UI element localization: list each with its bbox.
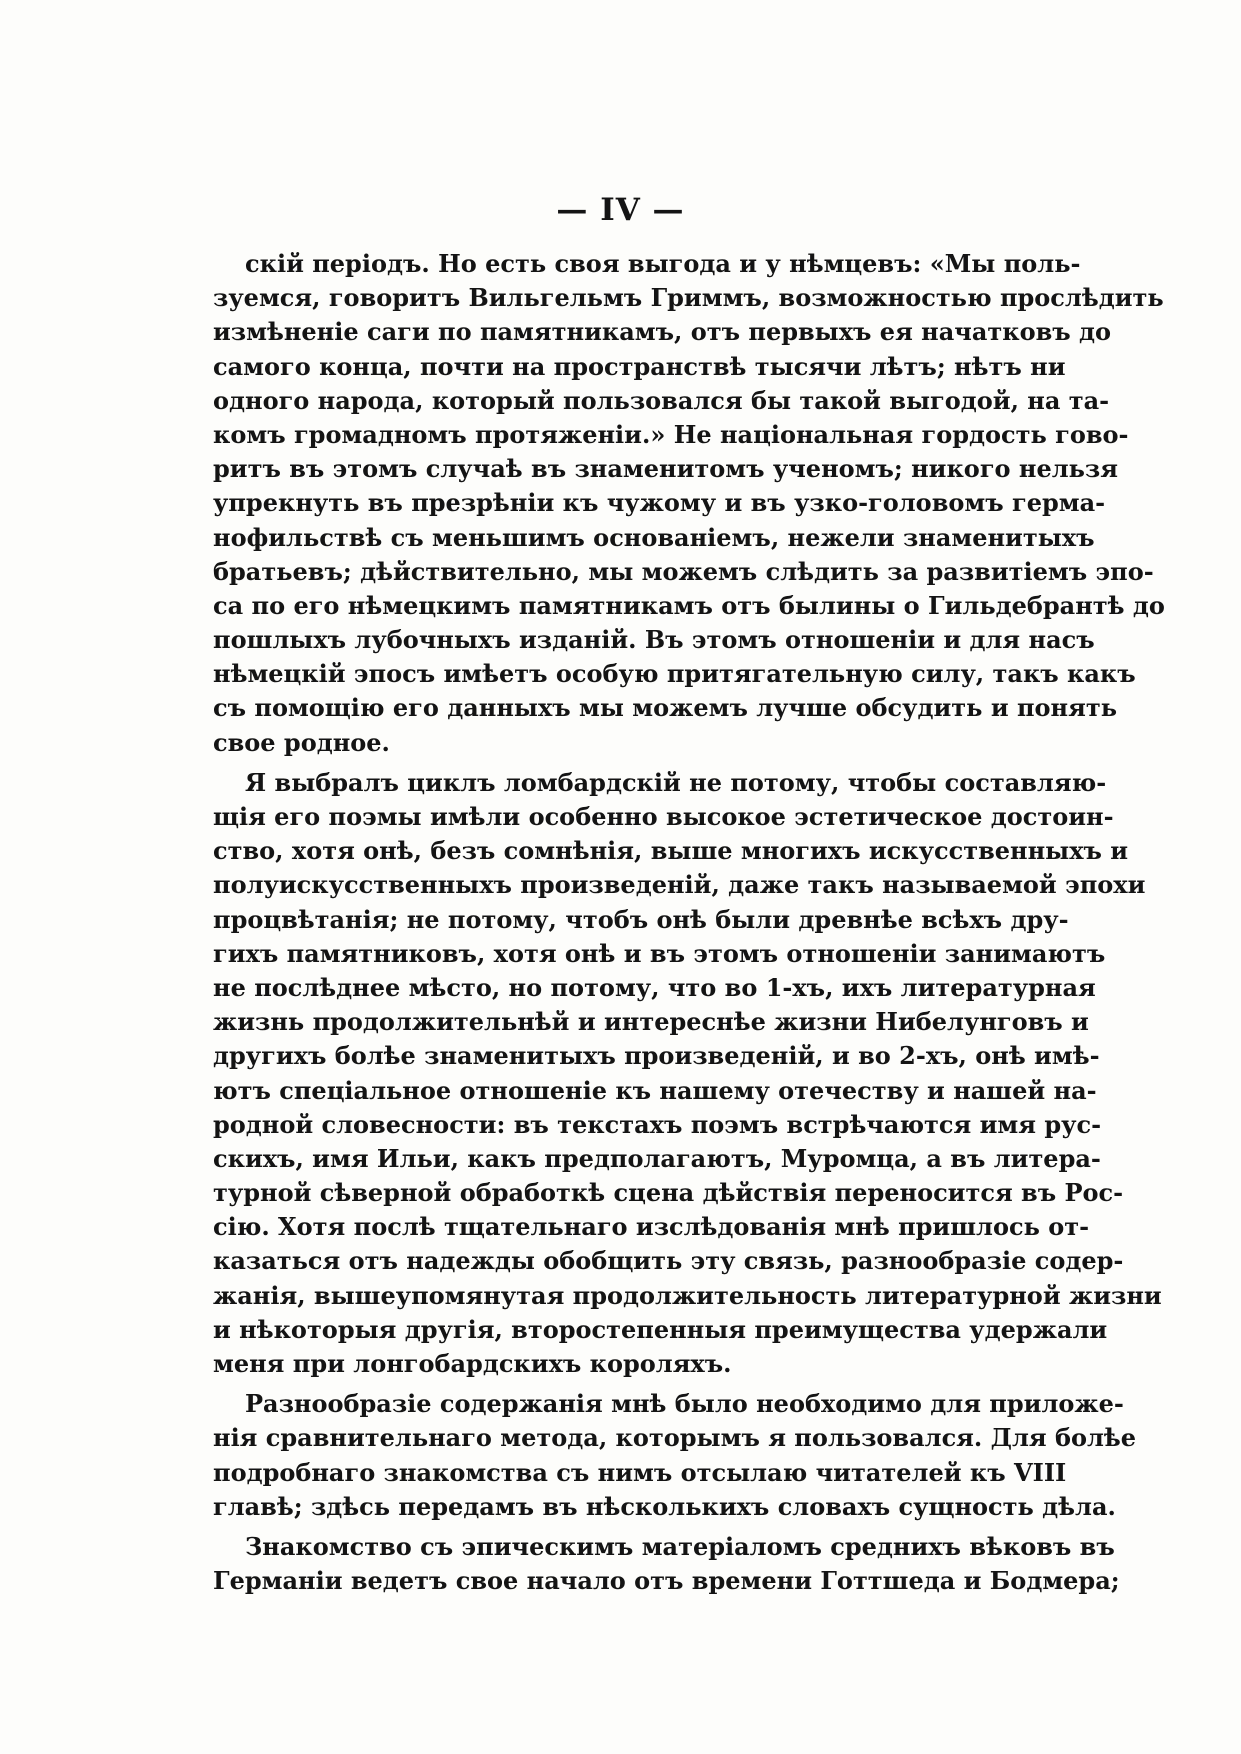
text-line: другихъ болѣе знаменитыхъ произведеній, и во 2-хъ, онѣ имѣ- [213,1041,1100,1071]
text-line: Знакомство съ эпическимъ матеріаломъ среднихъ вѣковъ въ [245,1531,1115,1561]
text-line: одного народа, который пользовался бы такой выгодой, на та- [213,385,1110,415]
text-line: гихъ памятниковъ, хотя онѣ и въ этомъ отношеніи занимаютъ [213,938,1106,968]
text-line: и нѣкоторыя другія, второстепенныя преимущества удержали [213,1314,1108,1344]
text-line: не послѣднее мѣсто, но потому, что во 1-хъ, ихъ литературная [213,972,1096,1002]
text-line: Разнообразіе содержанія мнѣ было необходимо для приложе- [245,1389,1124,1419]
text-line: самого конца, почти на пространствѣ тысячи лѣтъ; нѣтъ ни [213,351,1066,381]
text-line: зуемся, говоритъ Вильгельмъ Гриммъ, возможностью прослѣдить [213,283,1164,313]
text-line: ство, хотя онѣ, безъ сомнѣнія, выше многихъ искусственныхъ и [213,836,1129,866]
text-line: комъ громадномъ протяженіи.» Не національная гордость гово- [213,419,1129,449]
text-line: пошлыхъ лубочныхъ изданій. Въ этомъ отношеніи и для насъ [213,625,1095,655]
text-line: съ помощію его данныхъ мы можемъ лучше обсудить и понять [213,693,1118,723]
text-line: ютъ спеціальное отношеніе къ нашему отечеству и нашей на- [213,1075,1097,1105]
text-line: щія его поэмы имѣли особенно высокое эстетическое достоин- [213,802,1114,831]
text-line: меня при лонгобардскихъ короляхъ. [213,1349,732,1378]
text-line: са по его нѣмецкимъ памятникамъ отъ былины о Гильдебрантѣ до [213,590,1165,620]
body-text [213,247,1165,1598]
page-number: — IV — [556,192,685,228]
text-line: братьевъ; дѣйствительно, мы можемъ слѣдить за развитіемъ эпо- [213,556,1154,586]
text-line: родной словесности: въ текстахъ поэмъ встрѣчаются имя рус- [213,1109,1102,1139]
text-line: сію. Хотя послѣ тщательнаго изслѣдованія мнѣ пришлось от- [213,1212,1090,1242]
text-line: ритъ въ этомъ случаѣ въ знаменитомъ ученомъ; никого нельзя [213,454,1118,484]
text-line: казаться отъ надежды обобщить эту связь, разнообразіе содер- [213,1246,1124,1276]
text-line: турной сѣверной обработкѣ сцена дѣйствія переносится въ Рос- [213,1178,1124,1208]
text-line: свое родное. [213,727,390,757]
text-line: жанія, вышеупомянутая продолжительность литературной жизни [213,1280,1162,1310]
text-line: скихъ, имя Ильи, какъ предполагаютъ, Муромца, а въ литера- [213,1143,1101,1173]
text-line: процвѣтанія; не потому, чтобъ онѣ были древнѣе всѣхъ дру- [213,904,1069,934]
text-line: скій періодъ. Но есть своя выгода и у нѣмцевъ: «Мы поль- [245,249,1081,278]
text-line: Германіи ведетъ свое начало отъ времени Готтшеда и Бодмера; [213,1566,1120,1596]
text-line: Я выбралъ циклъ ломбардскій не потому, чтобы составляю- [245,767,1107,797]
text-line: нофильствѣ съ меньшимъ основаніемъ, нежели знаменитыхъ [213,522,1095,552]
paragraph [213,1387,1137,1524]
paragraph [213,766,1162,1381]
paragraph [213,1530,1120,1598]
text-line: нѣмецкій эпосъ имѣетъ особую притягательную силу, такъ какъ [213,659,1136,689]
text-line: полуискусственныхъ произведеній, даже такъ называемой эпохи [213,870,1146,900]
text-line: главѣ; здѣсь передамъ въ нѣсколькихъ словахъ сущность дѣла. [213,1491,1116,1521]
text-line: нія сравнительнаго метода, которымъ я пользовался. Для болѣе [213,1423,1137,1453]
text-line: упрекнуть въ презрѣніи къ чужому и въ узко-головомъ герма- [213,488,1106,518]
text-line: подробнаго знакомства съ нимъ отсылаю читателей къ VIII [213,1457,1067,1487]
paragraph [213,247,1165,760]
text-line: измѣненіе саги по памятникамъ, отъ первыхъ ея начатковъ до [213,317,1112,347]
text-line: жизнь продолжительнѣй и интереснѣе жизни Нибелунговъ и [213,1007,1089,1037]
